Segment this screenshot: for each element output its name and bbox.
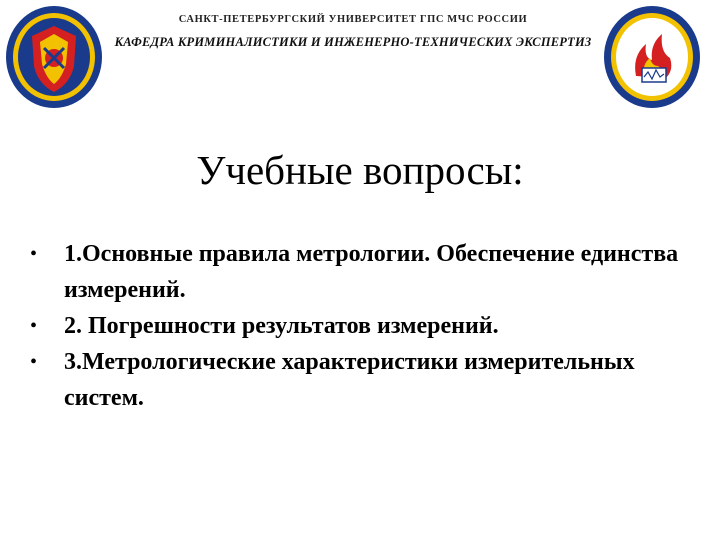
slide-title: Учебные вопросы: bbox=[196, 147, 524, 193]
university-name: САНКТ-ПЕТЕРБУРГСКИЙ УНИВЕРСИТЕТ ГПС МЧС РОССИИ bbox=[178, 14, 528, 25]
list-item bbox=[28, 308, 698, 344]
list-item bbox=[28, 344, 698, 416]
header bbox=[108, 14, 598, 50]
department-emblem-icon bbox=[602, 4, 702, 110]
question-text: 3.Метрологические характеристики измерительных систем. bbox=[64, 349, 635, 411]
list-item bbox=[28, 236, 698, 308]
bullet: • bbox=[30, 315, 38, 337]
question-text: 1.Основные правила метрологии. Обеспечение единства измерений. bbox=[64, 241, 679, 303]
bullet: • bbox=[30, 243, 38, 265]
university-emblem-icon bbox=[4, 4, 104, 110]
department-name: КАФЕДРА КРИМИНАЛИСТИКИ И ИНЖЕНЕРНО-ТЕХНИЧЕСКИХ ЭКСПЕРТИЗ bbox=[114, 35, 592, 49]
questions-list bbox=[28, 236, 698, 416]
bullet: • bbox=[30, 351, 38, 373]
question-text: 2. Погрешности результатов измерений. bbox=[64, 313, 499, 339]
